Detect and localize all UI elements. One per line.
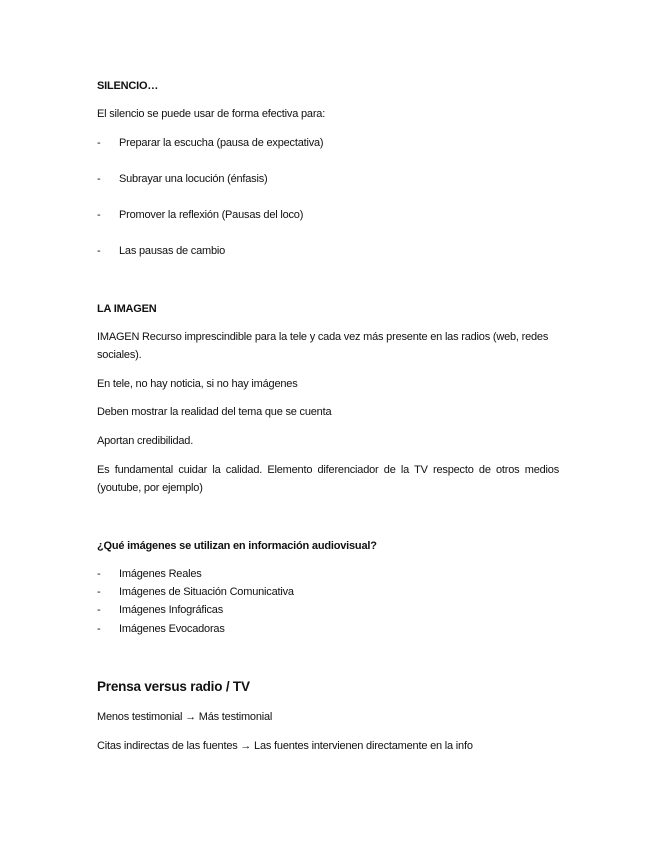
imagen-paragraph-2: En tele, no hay noticia, si no hay imágenes	[97, 378, 298, 390]
list-item: - Subrayar una locución (énfasis)	[97, 173, 268, 185]
list-item: - Promover la reflexión (Pausas del loco)	[97, 209, 304, 221]
list-item-text: Imágenes Evocadoras	[119, 623, 225, 635]
heading-imagen: LA IMAGEN	[97, 303, 157, 315]
list-item-text: Imágenes Reales	[119, 568, 202, 580]
imagen-paragraph-4: Aportan credibilidad.	[97, 435, 194, 447]
imagen-paragraph-5: Es fundamental cuidar la calidad. Elemento diferenciador de la TV respecto de otros medios (youtube, por ejemplo)	[97, 464, 559, 494]
prensa-line-1: Menos testimonial → Más testimonial	[97, 711, 273, 723]
list-item-text: Imágenes de Situación Comunicativa	[119, 586, 294, 598]
imagen-paragraph-3: Deben mostrar la realidad del tema que se cuenta	[97, 406, 332, 418]
heading-prensa: Prensa versus radio / TV	[97, 679, 250, 694]
list-item: - Preparar la escucha (pausa de expectativa)	[97, 137, 324, 149]
list-item-text: Subrayar una locución (énfasis)	[119, 173, 268, 185]
list-item-text: Preparar la escucha (pausa de expectativa)	[119, 137, 324, 149]
list-item-text: Las pausas de cambio	[119, 245, 226, 257]
silencio-intro: El silencio se puede usar de forma efectiva para:	[97, 108, 326, 120]
list-item: - Imágenes Reales	[97, 568, 202, 580]
heading-silencio: SILENCIO…	[97, 80, 159, 92]
imagen-paragraph-1: IMAGEN Recurso imprescindible para la tele y cada vez más presente en las radios (web, redes sociales).	[97, 331, 549, 361]
list-item: - Imágenes de Situación Comunicativa	[97, 586, 294, 598]
heading-tipos: ¿Qué imágenes se utilizan en información audiovisual?	[97, 540, 377, 552]
list-item: - Imágenes Infográficas	[97, 604, 224, 616]
list-item: - Las pausas de cambio	[97, 245, 226, 257]
prensa-line-2: Citas indirectas de las fuentes → Las fuentes intervienen directamente en la info	[97, 740, 473, 752]
list-item-text: Imágenes Infográficas	[119, 604, 224, 616]
list-item: - Imágenes Evocadoras	[97, 623, 225, 635]
list-item-text: Promover la reflexión (Pausas del loco)	[119, 209, 304, 221]
